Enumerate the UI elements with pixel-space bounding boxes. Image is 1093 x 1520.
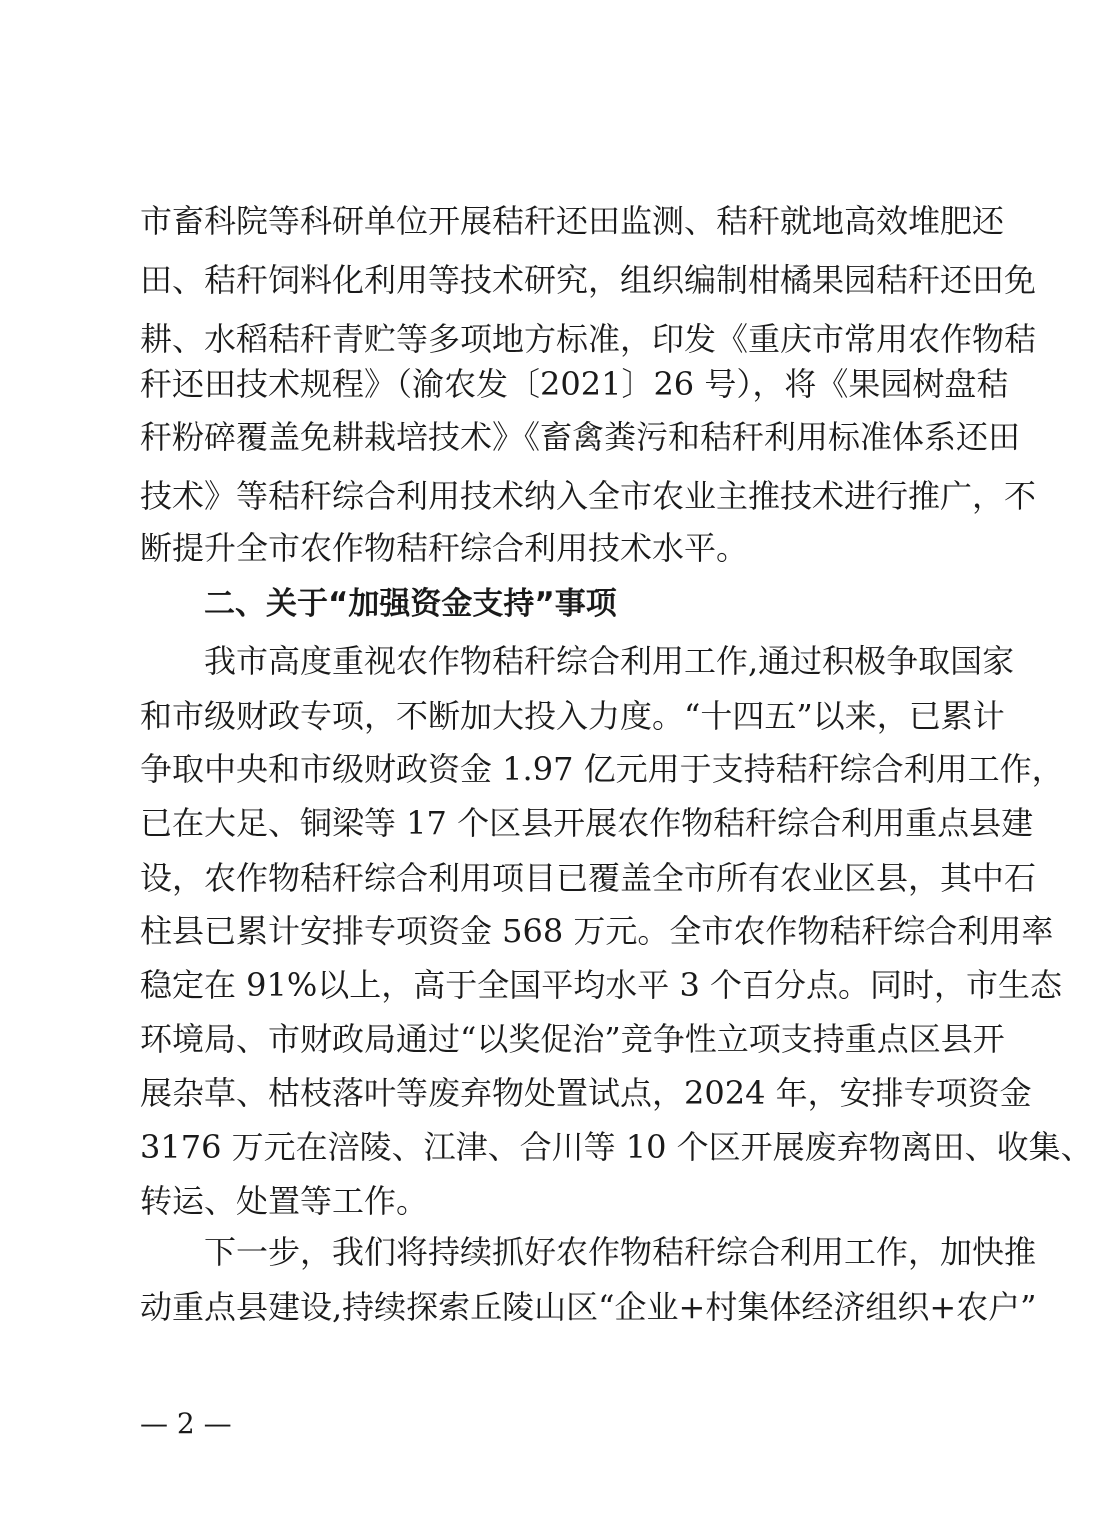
body-text-line: 技术》等秸秆综合利用技术纳入全市农业主推技术进行推广，不: [140, 477, 1037, 515]
body-text-line: 下一步，我们将持续抓好农作物秸秆综合利用工作，加快推: [204, 1233, 1037, 1271]
body-text-line: 展杂草、枯枝落叶等废弃物处置试点，2024 年，安排专项资金: [140, 1074, 1032, 1112]
body-text-line: 市畜科院等科研单位开展秸秆还田监测、秸秆就地高效堆肥还: [140, 202, 1005, 240]
body-text-line: 我市高度重视农作物秸秆综合利用工作,通过积极争取国家: [204, 642, 1015, 680]
body-text-line: 3176 万元在涪陵、江津、合川等 10 个区开展废弃物离田、收集、: [140, 1128, 1093, 1166]
body-text-line: 秆还田技术规程》（渝农发〔2021〕26 号），将《果园树盘秸: [140, 365, 1009, 403]
body-text-line: 断提升全市农作物秸秆综合利用技术水平。: [140, 529, 749, 567]
body-text-line: 转运、处置等工作。: [140, 1182, 429, 1220]
page-number: — 2 —: [140, 1407, 232, 1440]
body-text-line: 环境局、市财政局通过“以奖促治”竞争性立项支持重点区县开: [140, 1020, 1005, 1058]
body-text-line: 争取中央和市级财政资金 1.97 亿元用于支持秸秆综合利用工作，: [140, 750, 1064, 788]
section-heading: 二、关于“加强资金支持”事项: [204, 586, 617, 622]
body-text-line: 和市级财政专项，不断加大投入力度。“十四五”以来，已累计: [140, 697, 1005, 735]
body-text-line: 动重点县建设,持续探索丘陵山区“企业+村集体经济组织+农户”: [140, 1288, 1037, 1326]
body-text-line: 已在大足、铜梁等 17 个区县开展农作物秸秆综合利用重点县建: [140, 804, 1034, 842]
body-text-line: 设，农作物秸秆综合利用项目已覆盖全市所有农业区县，其中石: [140, 859, 1037, 897]
body-text-line: 耕、水稻秸秆青贮等多项地方标准，印发《重庆市常用农作物秸: [140, 320, 1037, 358]
body-text-line: 柱县已累计安排专项资金 568 万元。全市农作物秸秆综合利用率: [140, 912, 1054, 950]
body-text-line: 田、秸秆饲料化利用等技术研究，组织编制柑橘果园秸秆还田免: [140, 261, 1037, 299]
body-text-line: 秆粉碎覆盖免耕栽培技术》《畜禽粪污和秸秆利用标准体系还田: [140, 418, 1021, 456]
body-text-line: 稳定在 91%以上，高于全国平均水平 3 个百分点。同时，市生态: [140, 966, 1063, 1004]
